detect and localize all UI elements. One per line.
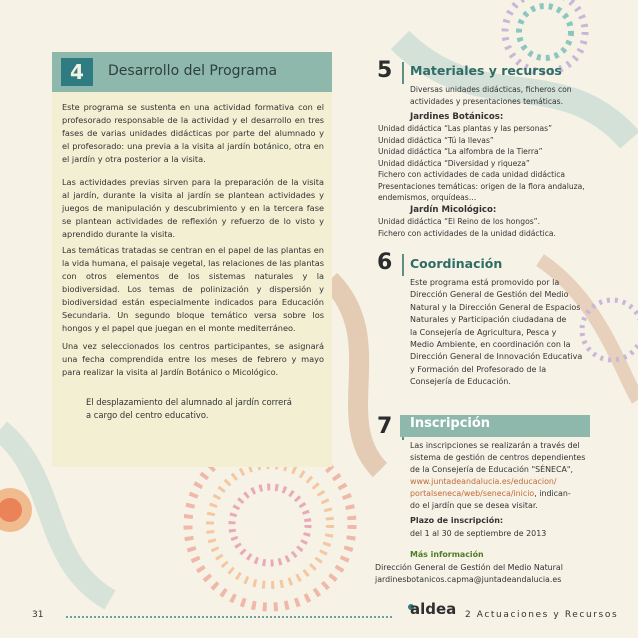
aldea-logo: aldea (410, 600, 457, 618)
section-4-header (52, 52, 332, 92)
section-4-paragraph-4: Una vez seleccionados los centros participantes, se asignará una fecha comprendida entre los meses de febrero y mayo para realizar la visita al Jardín Botánico o Micológico. (62, 341, 324, 377)
more-info-org: Dirección General de Gestión del Medio Natural (375, 563, 563, 572)
flower-decoration-top (505, 0, 585, 72)
list-item: Unidad didáctica “La alfombra de la Tierra” (378, 147, 543, 156)
text-line: y Formación del Profesorado de la (410, 364, 547, 374)
text-line: sistema de gestión de centros dependientes (410, 453, 586, 462)
text-line: Natural y la Dirección General de Espacios (410, 302, 581, 312)
page-number-left: 31 (32, 610, 44, 620)
section-5-mycological-list (378, 216, 608, 239)
section-7-body (410, 440, 605, 512)
seneca-link-part-1[interactable]: www.juntadeandalucia.es/educacion/ (410, 477, 557, 486)
page-number-right: 2 Actuaciones y Recursos (465, 610, 619, 620)
footer-dotted-line (66, 616, 392, 618)
section-7-title: Inscripción (410, 416, 491, 431)
text-line: Las inscripciones se realizarán a través del (410, 441, 580, 450)
more-info-label: Más información (410, 550, 484, 559)
list-item: Fichero con actividades de cada unidad didáctica (378, 170, 566, 179)
text-line: Naturales y Participación ciudadana de (410, 315, 567, 325)
text-line: Consejería de Educación. (410, 377, 511, 387)
section-4-title: Desarrollo del Programa (108, 63, 278, 79)
list-item: Unidad didáctica “Diversidad y riqueza” (378, 158, 530, 168)
section-5-number: 5 (377, 58, 393, 83)
section-4-paragraph-2: Las actividades previas sirven para la preparación de la visita al jardín, durante la visita al jardín se plantean actividades y juegos de manipulación y descubrimiento y en la tercera fase se plantean actividades de reflexión y refuerzo de lo visto y aprendido durante la visita. (62, 177, 324, 239)
section-5-sub-mycological: Jardín Micológico: (410, 205, 497, 215)
text-line: Este programa está promovido por la (410, 278, 560, 287)
list-item: Unidad didáctica “Las plantas y las personas” (378, 124, 553, 133)
list-item: Unidad didáctica “El Reino de los hongos”. (378, 217, 541, 226)
section-7-number: 7 (377, 414, 393, 439)
flower-decoration-bottom (188, 443, 352, 607)
section-5-divider (402, 62, 404, 84)
text-fragment: , indican- (534, 489, 571, 498)
text-line: de la Consejería de Educación "SÉNECA", (410, 465, 574, 474)
section-4-note: El desplazamiento del alumnado al jardín correrá a cargo del centro educativo. (86, 397, 292, 420)
text-line: do el jardín que se desea visitar. (410, 501, 538, 510)
list-item: Presentaciones temáticas: origen de la flora andaluza, (378, 181, 585, 191)
section-6-body (410, 277, 605, 389)
section-6-divider (402, 254, 404, 276)
more-info-email[interactable]: jardinesbotanicos.capma@juntadeandalucia.es (375, 575, 562, 584)
seneca-link-part-2[interactable]: portalseneca/web/seneca/inicio (410, 489, 535, 498)
section-5-intro: Diversas unidades didácticas, ficheros con actividades y presentaciones temáticas. (410, 85, 572, 106)
deadline-label: Plazo de inscripción: (410, 516, 504, 525)
section-6-title: Coordinación (410, 256, 503, 271)
text-line: Dirección General de Gestión del Medio (410, 290, 569, 300)
section-4-paragraph-3: Las temáticas tratadas se centran en el papel de las plantas en la vida humana, el paisaje vegetal, las relaciones de las plantas con otros elementos de los sistemas naturales y la biodiversidad. Los temas de polinización y dispersión y biodiversidad están especialmente indicados para Educación Secundaria. Un segundo bloque temático versa sobre los hongos y el papel que juegan en el monte mediterráneo. (62, 245, 324, 333)
text-line: Medio Ambiente, en coordinación con la (410, 340, 571, 350)
text-line: Dirección General de Innovación Educativa (410, 352, 583, 362)
deadline-value: del 1 al 30 de septiembre de 2013 (410, 529, 547, 538)
section-5-sub-botanical: Jardines Botánicos: (410, 112, 504, 122)
section-4-paragraph-1: Este programa se sustenta en una actividad formativa con el profesorado responsable de la actividad y el desarrollo en tres fases de varias unidades didácticas por parte del alumnado y el profesorado: una previa a la visita al jardín botánico, otra en el jardín y otra posterior a la visita. (62, 102, 324, 164)
text-line: la Consejería de Agricultura, Pesca y (410, 327, 557, 337)
section-6-number: 6 (377, 250, 393, 275)
list-item: Unidad didáctica “Tú la llevas” (378, 135, 494, 145)
flower-decoration-left (0, 488, 32, 532)
section-5-title: Materiales y recursos (410, 63, 562, 78)
list-item: endemismos, orquídeas… (378, 193, 477, 202)
section-4-number: 4 (61, 58, 93, 86)
list-item: Fichero con actividades de la unidad didáctica. (378, 228, 556, 238)
section-5-botanical-list (378, 123, 608, 204)
